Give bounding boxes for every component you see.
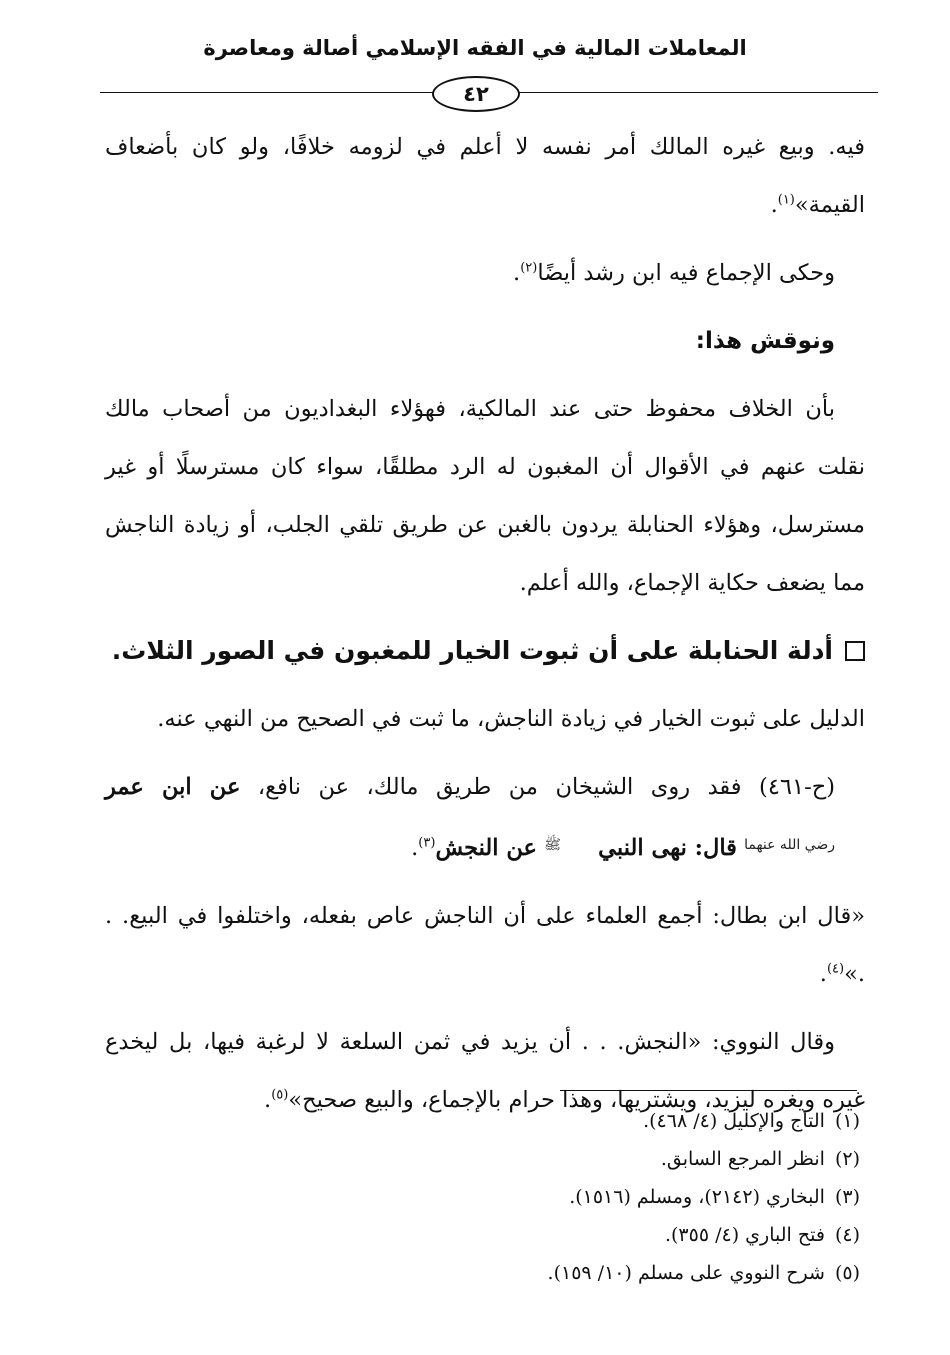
footnote-number: (٤) [834,1224,860,1246]
footnote-text: البخاري (٢١٤٢)، ومسلم (١٥١٦). [569,1186,825,1208]
footnote-ref-1: (١) [777,192,795,208]
hadith-paragraph: (ح-٤٦١) فقد روى الشيخان من طريق مالك، عن نافع، عن ابن عمر رضي الله عنهما قال: نهى النبي ﷺ عن النجش$^{(٣)}$. [105,758,865,877]
footnotes [105,1102,860,1292]
footnote-ref-4: (٤) [826,961,845,977]
footnote-number: (١) [834,1110,860,1132]
paragraph-6: «قال ابن بطال: أجمع العلماء على أن الناجش عاص بفعله، واختلفوا في البيع. . .»$^{(٤)}$. [105,903,865,987]
paragraph-2-text: وحكى الإجماع فيه ابن رشد أيضًا [537,260,835,286]
body-text [105,118,865,1139]
footnote-number: (٢) [834,1148,860,1170]
paragraph-1-text: فيه. وبيع غيره المالك أمر نفسه لا أعلم في لزومه خلافًا، ولو كان بأضعاف القيمة» [105,134,865,218]
hadith-intro: (ح-٤٦١) فقد روى الشيخان من طريق مالك، عن نافع، [257,774,835,800]
paragraph-6-text: «قال ابن بطال: أجمع العلماء على أن الناجش عاص بفعله، واختلفوا في البيع. . .» [105,903,865,987]
hadith-narrator: عن ابن عمر [105,774,241,800]
footnote-text: التاج والإكليل (٤/ ٤٦٨). [643,1110,825,1132]
paragraph-4: الدليل على ثبوت الخيار في زيادة الناجش، ما ثبت في الصحيح من النهي عنه. [157,706,865,732]
footnote-5 [105,1254,860,1292]
footnote-separator [560,1090,857,1091]
footnote-4 [105,1216,860,1254]
paragraph-1: فيه. وبيع غيره المالك أمر نفسه لا أعلم في لزومه خلافًا، ولو كان بأضعاف القيمة»$^{(١)}$. [105,134,865,218]
footnote-3 [105,1178,860,1216]
footnote-ref-2: (٢) [520,260,538,276]
paragraph-7-text: وقال النووي: «النجش. . . أن يزيد في ثمن السلعة لا لرغبة فيها، بل ليخدع غيره ويغره ليزيد، ويشتريها، وهذا حرام بالإجماع، والبيع صحيح» [105,1029,865,1113]
section-heading-text: أدلة الحنابلة على أن ثبوت الخيار للمغبون في الصور الثلاث. [111,636,833,665]
hadith-text-2: عن النجش [435,835,537,861]
footnote-2 [105,1140,860,1178]
paragraph-7: وقال النووي: «النجش. . . أن يزيد في ثمن السلعة لا لرغبة فيها، بل ليخدع غيره ويغره ليزيد، ويشتريها، وهذا حرام بالإجماع، والبيع صحيح»$^{(٥)}$. [105,1029,865,1113]
page-number: ٤٢ [432,76,520,112]
hadith-text-1: قال: نهى النبي [598,835,737,861]
footnote-text: فتح الباري (٤/ ٣٥٥). [664,1224,825,1246]
companion-honorific: رضي الله عنهما [744,837,835,853]
footnote-number: (٣) [834,1186,860,1208]
footnote-1 [105,1102,860,1140]
footnote-ref-3: (٣) [418,835,436,851]
section-heading [105,622,865,680]
running-header: المعاملات المالية في الفقه الإسلامي أصالة ومعاصرة [203,36,747,60]
footnote-ref-5: (٥) [271,1087,289,1103]
prophet-honorific: ﷺ [544,837,562,853]
paragraph-2: وحكى الإجماع فيه ابن رشد أيضًا$^{(٢)}$. [513,260,835,286]
paragraph-3: بأن الخلاف محفوظ حتى عند المالكية، فهؤلاء البغداديون من أصحاب مالك نقلت عنهم في الأقوال أن المغبون له الرد مطلقًا، سواء كان مسترسلًا أو غير مسترسل، وهؤلاء الحنابلة يردون بالغبن عن طريق تلقي الجلب، أو زيادة الناجش مما يضعف حكاية الإجماع، والله أعلم. [105,396,865,596]
footnote-text: انظر المرجع السابق. [660,1148,825,1170]
footnote-text: شرح النووي على مسلم (١٠/ ١٥٩). [547,1262,825,1284]
discussion-label: ونوقش هذا: [695,328,835,354]
square-bullet-icon [845,641,865,661]
footnote-number: (٥) [834,1262,860,1284]
